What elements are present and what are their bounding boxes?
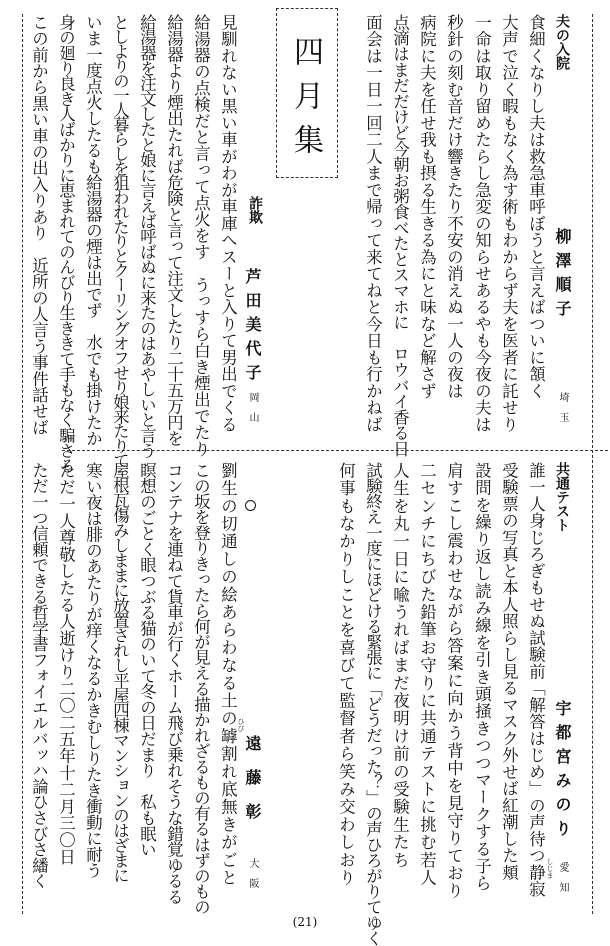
- banner-title: 四月集: [288, 36, 323, 168]
- poem-line: 給湯器より煙出たれば危険と言って注文したり二十五万円を: [164, 14, 184, 446]
- poem-line: 劉生の切通しの絵あらわなる土の罅割れ底無きがごと: [218, 462, 238, 887]
- poem-circle-mark: [245, 500, 256, 511]
- poem-title: 共通テスト: [554, 462, 570, 532]
- poem-author: 柳澤順子: [553, 228, 572, 324]
- poem-line: としよりの一人暮らしを狙われたりとクーリングオフせり娘来たりて: [110, 14, 130, 467]
- ruby-annotation: しじま: [546, 858, 554, 879]
- poem-line: 試験終え一度にほどける緊張に「どうだった？」の声ひろがりてゆく: [363, 462, 383, 946]
- right-margin-rule: [592, 14, 593, 914]
- poem-title: 夫の入院: [554, 14, 570, 70]
- poem-line: 食細くなりし夫は救急車呼ぼうと言えばついに頷く: [526, 14, 546, 400]
- poem-line: 設問を繰り返し読み線を引き頭掻きつつマークする子ら: [472, 462, 492, 892]
- poem-prefecture: 岡山: [247, 392, 258, 432]
- poem-line: 何事もなかりしことを喜びて監督者ら笑み交わしおり: [336, 462, 356, 887]
- poem-prefecture: 埼玉: [557, 392, 568, 432]
- poem-line: この前から黒い車の出入りあり 近所の人言う事件話せば: [29, 14, 49, 436]
- poem-line: 受験票の写真と本人照らし見るマスク外せば紅潮した頬: [499, 462, 519, 881]
- poem-line: 人生を丸一日に喩うればまだ夜明け前の受験生たち: [390, 462, 410, 870]
- poem-line: 身の廻り良き人ばかりに恵まれてのんびり生ききて手もなく騙さる: [56, 14, 76, 474]
- page-number: (21): [292, 915, 318, 929]
- poem-line: 瞑想のごとく眼つぶる猫のいて冬の日だまり 私も眠い: [137, 462, 157, 857]
- poem-line: ただ一人尊敬したる人逝けり二〇二五年十二月三〇日: [56, 462, 76, 866]
- poem-line: 見馴れない黒い車がわが車庫へスーと入りて男出でくる: [218, 14, 238, 433]
- poem-line: コンテナを連ねて貨車が行くホーム飛び乗れそうな錯覚ゆるる: [164, 462, 184, 905]
- poem-title: 詐欺: [247, 196, 263, 224]
- poem-author: 宇都宮みのり: [553, 700, 572, 844]
- poem-line: 面会は一日一回二人まで帰って来てねと今日も行かねば: [363, 14, 383, 433]
- poem-line: 病院に夫を任せ我も摂る生きる為にと味など解さず: [417, 14, 437, 400]
- poem-prefecture: 愛知: [557, 862, 568, 902]
- poem-line: 寒い夜は腓のあたりが痒くなるかきむしりたき衝動に耐う: [83, 462, 103, 878]
- poem-line: 肩すこし震わせながら答案に向かう背中を見守りており: [444, 462, 464, 900]
- poem-author: 遠藤彰: [243, 735, 262, 837]
- poem-line: 大声で泣く暇もなく為す術もわからず夫を医者に託せり: [499, 14, 519, 433]
- poem-line: 誰一人身じろぎもせぬ試験前「解答はじめ」の声待つ静寂: [526, 462, 546, 898]
- poem-line: 二センチにちびた鉛筆お守りに共通テストに挑む若人: [417, 462, 437, 887]
- poem-line: 給湯器を注文したと娘に言えば呼ばぬに来たのはあやしいと言う: [137, 14, 157, 458]
- poem-line: 屋根瓦傷みしままに放置されし平屋四棟マンションのはざまに: [110, 462, 130, 882]
- poem-line: いま一度点火したるも給湯器の煙は出でず 水でも掛けたか: [83, 14, 103, 446]
- ruby-annotation: ひび: [237, 718, 245, 732]
- left-margin-rule: [22, 14, 23, 914]
- poem-line: 給湯器の点検だと言って点火をす うっすら白き煙出でたり: [191, 14, 211, 457]
- poem-line: この坂を登りきったら何が見える描かれざるもの有るはずのもの: [191, 462, 211, 915]
- poem-line: ただ一つ信頼できる哲学書フォイエルバッハ論ひさびさ繙く: [29, 462, 49, 889]
- poem-author: 芦田美代子: [243, 268, 262, 388]
- poem-line: 秒針の刻む音だけ響きたり不安の消えぬ一人の夜は: [444, 14, 464, 400]
- poem-line: 点滴はまだだけど今朝お粥食べたとスマホに ロウバイ香る日: [390, 14, 410, 457]
- poem-prefecture: 大阪: [247, 858, 258, 898]
- poem-line: 一命は取り留めたらし急変の知らせあるやも今夜の夫は: [472, 14, 492, 433]
